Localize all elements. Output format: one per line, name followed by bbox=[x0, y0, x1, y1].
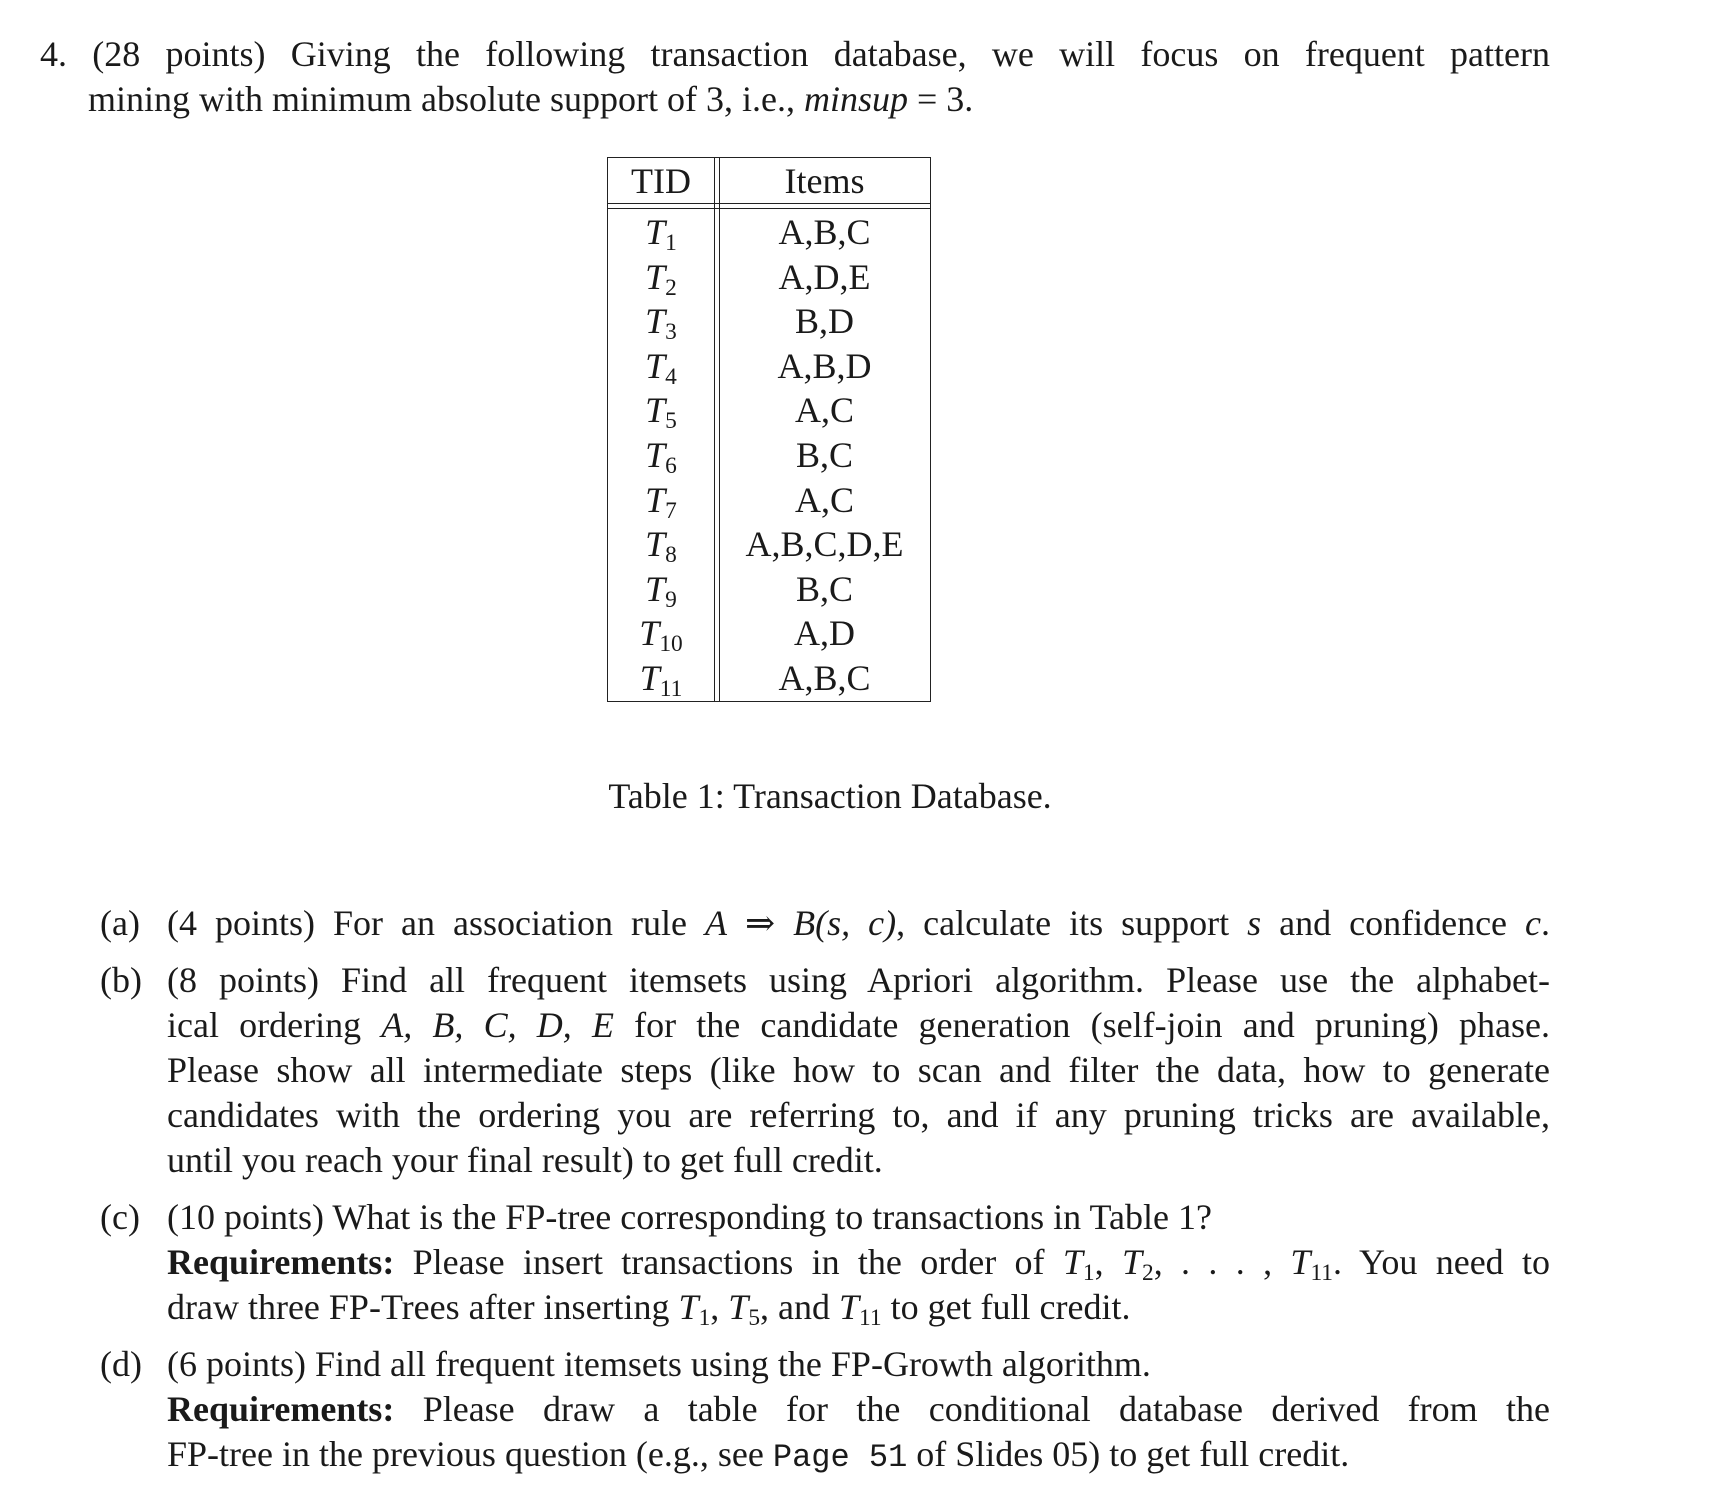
part-d-body: (6 points) Find all frequent itemsets using the FP-Growth algorithm. Requirements: Please draw a table for the conditional database derived from the FP-tree in the previous question (e.g., see Page 51 of Slides 05) to get full credit. bbox=[167, 1344, 1550, 1476]
cell-tid: $T_{11}$ bbox=[639, 657, 683, 702]
part-b-label: (b) bbox=[100, 960, 142, 1000]
transaction-sequence: $T_1$, $T_2$, . . . , $T_{11}$ bbox=[1062, 1242, 1333, 1286]
cell-items: A,B,C,D,E bbox=[745, 524, 904, 565]
table-row bbox=[608, 567, 930, 612]
cell-items: A,C bbox=[794, 479, 854, 520]
part-c-label: (c) bbox=[100, 1197, 140, 1237]
part-c-body: (10 points) What is the FP-tree corresponding to transactions in Table 1? Requirements: Please insert transactions in the order of $T_1$, $T_2$, . . . , $T_{11}$. You need to draw three FP-Trees after inserting $T_1$, $T_5$, and $T_{11}$ to get full credit. bbox=[167, 1197, 1551, 1331]
cell-items: A,B,D bbox=[777, 345, 872, 386]
cell-tid: $T_6$ bbox=[645, 434, 677, 479]
table-row bbox=[608, 299, 930, 344]
header-tid: TID bbox=[631, 161, 691, 201]
table-frame bbox=[607, 157, 931, 702]
part-b-body: (8 points) Find all frequent itemsets using Apriori algorithm. Please use the alphabet- ical ordering A, B, C, D, E for the candidate generation (self-join and pruning) phase. Please show all intermediate steps (like how to scan and filter the data, how to generate candidates with the ordering you are referring to, and if any pruning tricks are available, until you reach your final result) to get full credit. bbox=[167, 960, 1550, 1180]
implies-arrow: ⇒ bbox=[744, 903, 776, 943]
cell-items: A,D,E bbox=[778, 256, 871, 297]
table-divider bbox=[608, 208, 930, 209]
minsup-var: minsup bbox=[803, 79, 908, 119]
table-body bbox=[608, 210, 930, 701]
table-row bbox=[608, 210, 930, 255]
table-row bbox=[608, 611, 930, 656]
cell-items: A,C bbox=[794, 390, 854, 431]
cell-items: A,B,C bbox=[778, 657, 871, 698]
part-a-label: (a) bbox=[100, 903, 140, 943]
page-reference: Page 51 bbox=[772, 1439, 908, 1476]
part-b bbox=[100, 958, 1550, 1183]
cell-items: B,C bbox=[795, 434, 854, 475]
cell-items: A,D bbox=[794, 613, 855, 654]
cell-tid: $T_1$ bbox=[645, 212, 677, 256]
question-line-1: 4. (28 points) Giving the following transaction database, we will focus on frequent pattern bbox=[40, 34, 1551, 74]
table-row bbox=[608, 388, 930, 433]
cell-tid: $T_5$ bbox=[645, 390, 677, 435]
transaction-table bbox=[607, 157, 931, 702]
question-number: 4. bbox=[40, 34, 67, 74]
table-row bbox=[608, 433, 930, 478]
part-d bbox=[100, 1342, 1550, 1480]
part-a bbox=[100, 901, 1550, 946]
table-row bbox=[608, 522, 930, 567]
table-divider bbox=[608, 203, 930, 204]
cell-tid: $T_9$ bbox=[645, 568, 677, 613]
table-caption: Table 1: Transaction Database. bbox=[608, 776, 1052, 816]
part-c bbox=[100, 1195, 1550, 1330]
cell-tid: $T_3$ bbox=[645, 301, 677, 346]
cell-items: A,B,C bbox=[778, 212, 871, 252]
header-items: Items bbox=[784, 161, 865, 201]
table-row bbox=[608, 656, 930, 701]
cell-tid: $T_8$ bbox=[645, 524, 677, 568]
cell-tid: $T_{10}$ bbox=[639, 613, 683, 658]
cell-items: B,C bbox=[795, 568, 854, 609]
requirements-label: Requirements: bbox=[167, 1389, 395, 1429]
cell-tid: $T_4$ bbox=[645, 345, 677, 390]
table-row bbox=[608, 255, 930, 300]
part-a-body: (4 points) For an association rule A ⇒ B(s, c), calculate its support s and confidence c. bbox=[167, 903, 1551, 943]
question-header bbox=[40, 32, 1550, 122]
question-line-2: mining with minimum absolute support of 3, i.e., minsup = 3. bbox=[88, 79, 974, 119]
cell-tid: $T_2$ bbox=[645, 256, 677, 301]
cell-tid: $T_7$ bbox=[645, 479, 677, 524]
part-d-label: (d) bbox=[100, 1344, 142, 1384]
table-row bbox=[608, 478, 930, 523]
table-row bbox=[608, 344, 930, 389]
requirements-label: Requirements: bbox=[167, 1242, 395, 1282]
cell-items: B,D bbox=[794, 301, 854, 342]
